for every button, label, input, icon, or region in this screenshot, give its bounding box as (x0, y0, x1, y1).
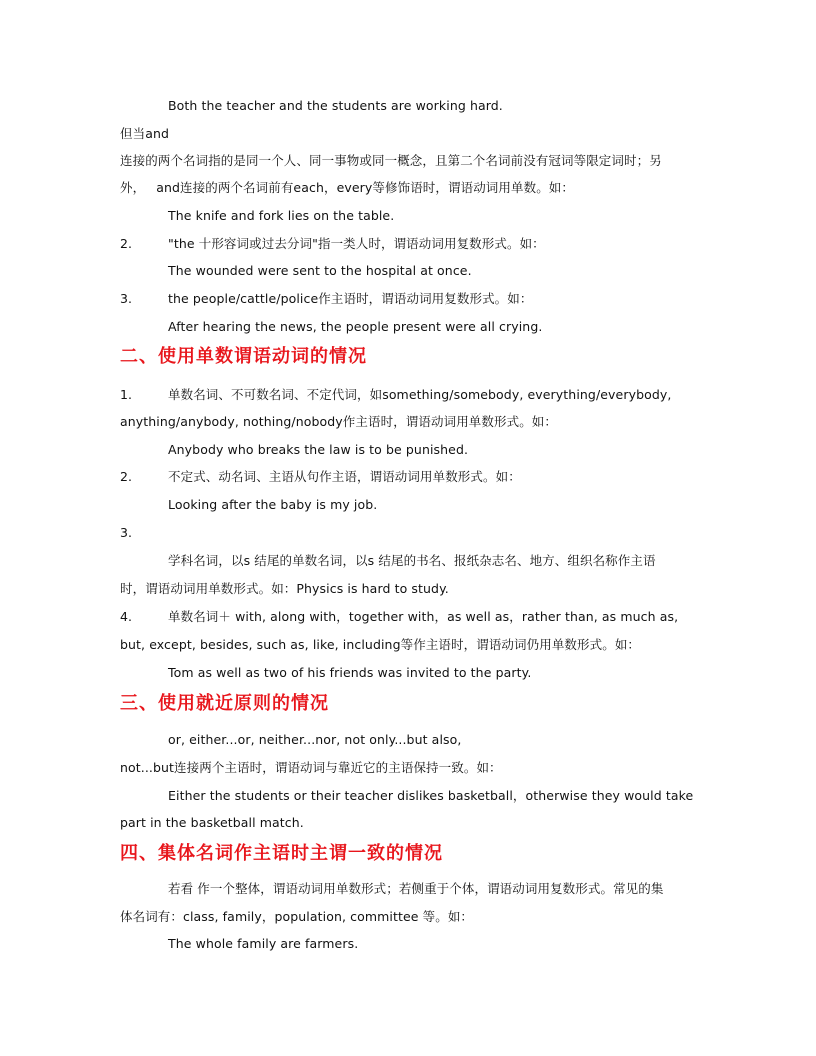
paragraph-line: not...but连接两个主语时，谓语动词与靠近它的主语保持一致。如： (120, 760, 502, 775)
list-number: 2. (120, 236, 132, 251)
list-number: 2. (120, 469, 132, 484)
list-number: 3. (120, 291, 132, 306)
example-sentence: The knife and fork lies on the table. (168, 208, 395, 223)
example-sentence: Either the students or their teacher dislikes basketball，otherwise they would take (168, 788, 694, 803)
example-sentence: After hearing the news, the people present were all crying. (168, 319, 543, 334)
example-sentence: The whole family are farmers. (168, 936, 359, 951)
paragraph-line: 体名词有：class, family，population, committee 等。如： (120, 909, 474, 924)
paragraph-fragment: 外， (120, 180, 146, 195)
list-item-text: 学科名词，以s 结尾的单数名词，以s 结尾的书名、报纸杂志名、地方、组织名称作主语 (168, 553, 656, 568)
paragraph-line (120, 180, 574, 196)
paragraph-line: 连接的两个名词指的是同一个人、同一事物或同一概念，且第二个名词前没有冠词等限定词时；另 (120, 153, 662, 168)
example-sentence: Looking after the baby is my job. (168, 497, 378, 512)
example-sentence: Tom as well as two of his friends was invited to the party. (168, 665, 532, 680)
example-sentence: part in the basketball match. (120, 815, 304, 830)
list-number: 3. (120, 525, 132, 540)
list-item-text: but, except, besides, such as, like, including等作主语时，谓语动词仍用单数形式。如： (120, 637, 641, 652)
section-heading: 三、使用就近原则的情况 (120, 693, 329, 714)
paragraph-line: or, either...or, neither...nor, not only...but also, (168, 732, 462, 747)
example-sentence: The wounded were sent to the hospital at once. (168, 263, 472, 278)
list-number: 4. (120, 609, 132, 624)
example-sentence: Anybody who breaks the law is to be punished. (168, 442, 469, 457)
paragraph-line: 若看 作一个整体，谓语动词用单数形式；若侧重于个体，谓语动词用复数形式。常见的集 (168, 881, 664, 896)
list-item-text: 不定式、动名词、主语从句作主语，谓语动词用单数形式。如： (168, 469, 521, 484)
list-item-text: "the 十形容词或过去分词"指一类人时，谓语动词用复数形式。如： (168, 236, 545, 251)
list-item-text: 单数名词、不可数名词、不定代词，如something/somebody, everything/everybody, (168, 387, 672, 402)
section-heading: 二、使用单数谓语动词的情况 (120, 346, 367, 367)
paragraph-fragment: and (156, 180, 181, 195)
paragraph-line: 但当and (120, 126, 170, 141)
paragraph-fragment: 连接的两个名词前有each，every等修饰语时，谓语动词用单数。如： (180, 180, 574, 195)
list-number: 1. (120, 387, 132, 402)
list-item-text: 时，谓语动词用单数形式。如：Physics is hard to study. (120, 581, 449, 596)
section-heading: 四、集体名词作主语时主谓一致的情况 (120, 843, 443, 864)
list-item-text: the people/cattle/police作主语时，谓语动词用复数形式。如： (168, 291, 533, 306)
example-sentence: Both the teacher and the students are working hard. (168, 98, 503, 113)
list-item-text: anything/anybody, nothing/nobody作主语时，谓语动词用单数形式。如： (120, 414, 558, 429)
list-item-text: 单数名词＋ with, along with，together with，as well as，rather than, as much as, (168, 609, 679, 624)
